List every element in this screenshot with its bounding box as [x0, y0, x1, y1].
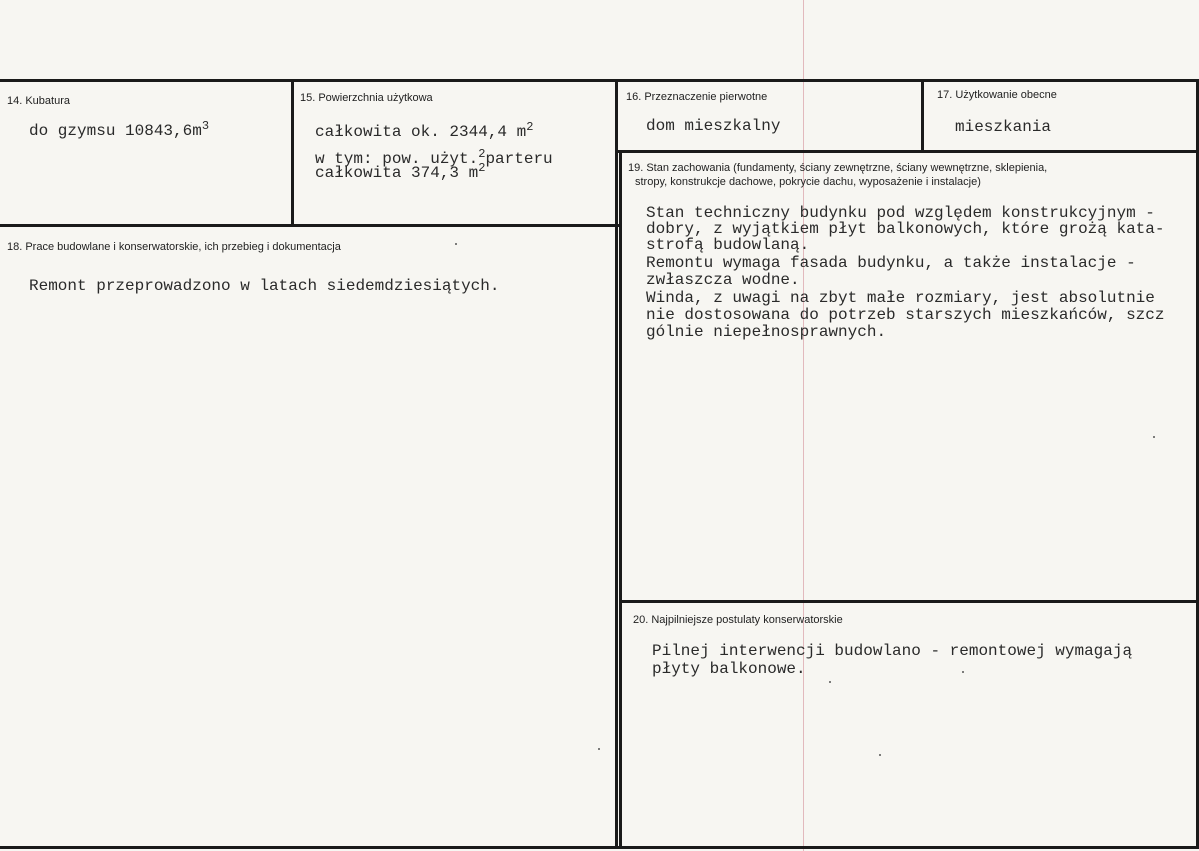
field-19-line: Remontu wymaga fasada budynku, a także instalacje -	[646, 254, 1136, 272]
bottom-rule	[0, 846, 1199, 849]
rule-below-15	[0, 224, 619, 227]
field-19-line: gólnie niepełnosprawnych.	[646, 323, 887, 341]
top-rule	[0, 79, 1199, 82]
paper-speck	[598, 748, 600, 750]
divider-main	[615, 80, 618, 848]
divider-left-19-20	[619, 150, 622, 848]
field-19-line: zwłaszcza wodne.	[646, 271, 800, 289]
paper-speck	[879, 754, 881, 756]
paper-speck	[829, 681, 831, 683]
margin-rule	[803, 0, 804, 851]
field-16-label: 16. Przeznaczenie pierwotne	[626, 91, 768, 103]
field-15-line3: całkowita 374,3 $m^2$	[315, 161, 486, 182]
field-19-line: strofą budowlaną.	[646, 236, 810, 254]
field-17-value: mieszkania	[955, 118, 1052, 136]
field-15-label: 15. Powierzchnia użytkowa	[300, 92, 433, 104]
divider-16-17	[921, 80, 924, 152]
field-19-label-line1: 19. Stan zachowania (fundamenty, ściany zewnętrzne, ściany wewnętrzne, sklepienia,	[628, 162, 1048, 174]
field-18-value: Remont przeprowadzono w latach siedemdziesiątych.	[29, 277, 500, 295]
paper-speck	[455, 243, 457, 245]
field-16-value: dom mieszkalny	[646, 117, 781, 135]
field-17-label: 17. Użytkowanie obecne	[937, 89, 1057, 101]
field-20-line: Pilnej interwencji budowlano - remontowej wymagają	[652, 642, 1133, 660]
field-19-line: Stan techniczny budynku pod względem konstrukcyjnym -	[646, 204, 1155, 222]
field-15-line2: w tym: pow. użyt.$^2$parteru	[315, 147, 553, 168]
field-14-value: do gzymsu $10843,6m^3$	[29, 119, 210, 140]
field-19-line: nie dostosowana do potrzeb starszych mieszkańców, szcz	[646, 306, 1165, 324]
field-20-label: 20. Najpilniejsze postulaty konserwatorskie	[633, 614, 843, 626]
field-19-line: Winda, z uwagi na zbyt małe rozmiary, jest absolutnie	[646, 289, 1155, 307]
field-20-line: płyty balkonowe.	[652, 660, 806, 678]
divider-14-15	[291, 80, 294, 226]
field-19-line: dobry, z wyjątkiem płyt balkonowych, które grożą kata-	[646, 220, 1165, 238]
paper-speck	[1153, 436, 1155, 438]
field-18-label: 18. Prace budowlane i konserwatorskie, ich przebieg i dokumentacja	[7, 241, 341, 253]
rule-below-19	[619, 600, 1199, 603]
field-19-label-line2: stropy, konstrukcje dachowe, pokrycie dachu, wyposażenie i instalacje)	[635, 176, 981, 188]
paper-speck	[962, 671, 964, 673]
rule-below-16-17	[617, 150, 1199, 153]
field-14-label: 14. Kubatura	[7, 95, 70, 107]
field-15-line1: całkowita ok. 2344,4 $m^2$	[315, 120, 534, 141]
